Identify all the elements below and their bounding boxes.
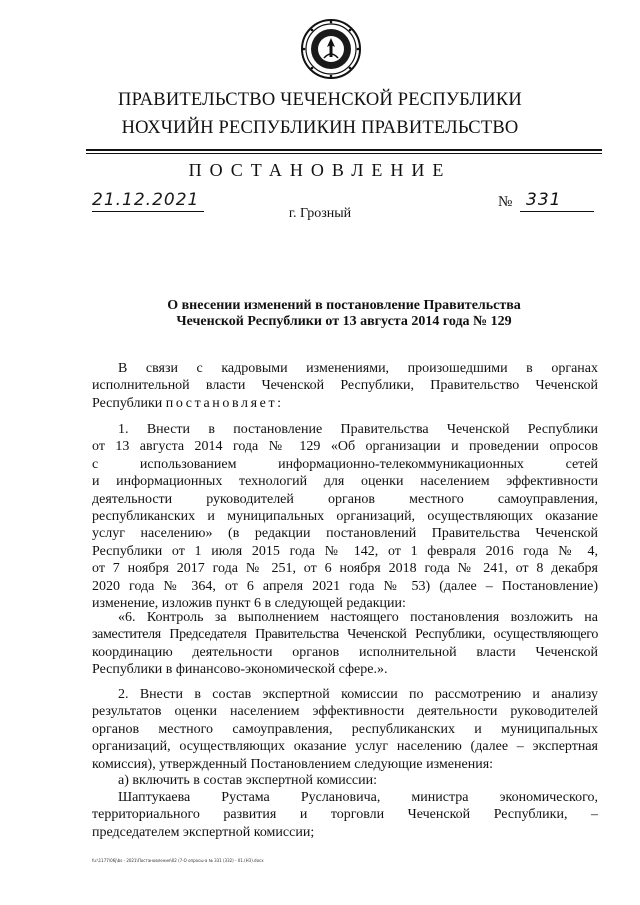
- text-line: от 7 ноября 2017 года № 251, от 6 ноября 2018 года № 241, от 8 декабря: [92, 561, 598, 577]
- text-line: координацию деятельности органов исполнительной власти Чеченской: [92, 644, 598, 660]
- text-line: В связи с кадровыми изменениями, произошедшими в органах: [118, 361, 598, 376]
- government-name-chechen: НОХЧИЙН РЕСПУБЛИКИН ПРАВИТЕЛЬСТВО: [121, 118, 519, 138]
- text-line: от 13 августа 2014 года № 129 «Об организации и проведении опросов: [92, 439, 598, 455]
- text-line: 2. Внести в состав экспертной комиссии по рассмотрению и анализу: [118, 687, 598, 702]
- text-line: [92, 395, 598, 412]
- title-line: Чеченской Республики от 13 августа 2014 года № 129: [176, 314, 512, 329]
- header-divider-thin: [86, 153, 602, 154]
- header-divider-thick: [86, 149, 602, 151]
- text-line: деятельности руководителей органов местного самоуправления,: [92, 491, 598, 507]
- text-line: услуг населению» (в редакции постановлений Правительства Чеченской: [92, 526, 598, 542]
- paragraph-subitem-a: [92, 772, 598, 789]
- city-name: г. Грозный: [288, 206, 352, 221]
- text-line: «6. Контроль за выполнением настоящего постановления возложить на: [118, 610, 598, 625]
- title-line: О внесении изменений в постановление Правительства: [167, 298, 521, 313]
- paragraph-item-1: [92, 421, 598, 612]
- paragraph-appointment: [92, 789, 598, 841]
- paragraph-quote-item-6: [92, 609, 598, 679]
- paragraph-preamble: [92, 360, 598, 412]
- text-line: Шаптукаева Рустама Руслановича, министра экономического,: [118, 790, 598, 805]
- document-type: ПОСТАНОВЛЕНИЕ: [188, 160, 452, 180]
- text-line: органов местного самоуправления, республиканских и муниципальных: [92, 721, 598, 737]
- text-line: и информационных технологий для оценки населением эффективности: [92, 474, 598, 490]
- text-line: территориального развития и торговли Чеченской Республики, –: [92, 807, 598, 823]
- text-fragment: Республики: [92, 395, 166, 411]
- paragraph-item-2: [92, 686, 598, 773]
- text-line: изменение, изложив пункт 6 в следующей редакции:: [92, 596, 406, 612]
- text-line: Республики в финансово-экономической сфере.».: [92, 662, 388, 678]
- text-line: а) включить в состав экспертной комиссии:: [118, 773, 378, 788]
- text-line: председателем экспертной комиссии;: [92, 824, 315, 840]
- file-path-footer: fu:\1177\06j\bs - 2021\Постановление\02 (7-О опросы-а № 331 (332) - 01.(НЗ).docx: [92, 858, 264, 863]
- government-name-russian: ПРАВИТЕЛЬСТВО ЧЕЧЕНСКОЙ РЕСПУБЛИКИ: [118, 90, 522, 110]
- text-line: организаций, осуществляющих оказание услуг населению (далее – экспертная: [92, 739, 598, 755]
- text-line: заместителя Председателя Правительства Чеченской Республики, осуществляющего: [92, 627, 598, 643]
- document-title: [86, 298, 602, 330]
- number-label: №: [498, 194, 513, 210]
- text-line: комиссия), утвержденный Постановлением следующие изменения:: [92, 756, 494, 772]
- text-line: исполнительной власти Чеченской Республики, Правительство Чеченской: [92, 378, 598, 394]
- resolves-word: постановляет:: [165, 395, 284, 411]
- text-line: 1. Внести в постановление Правительства Чеченской Республики: [118, 422, 598, 437]
- text-line: результатов оценки населением эффективности деятельности руководителей: [92, 704, 598, 720]
- document-number: 331: [520, 190, 594, 212]
- document-date: 21.12.2021: [92, 190, 204, 212]
- text-line: 2020 года № 364, от 6 апреля 2021 года № 53) (далее – Постановление): [92, 578, 598, 594]
- coat-of-arms-emblem: [300, 18, 362, 80]
- text-line: Республики от 1 июля 2015 года № 142, от 1 февраля 2016 года № 4,: [92, 543, 598, 559]
- text-line: республиканских и муниципальных организаций, осуществляющих оказание: [92, 509, 598, 525]
- text-line: с использованием информационно-телекоммуникационных сетей: [92, 456, 598, 472]
